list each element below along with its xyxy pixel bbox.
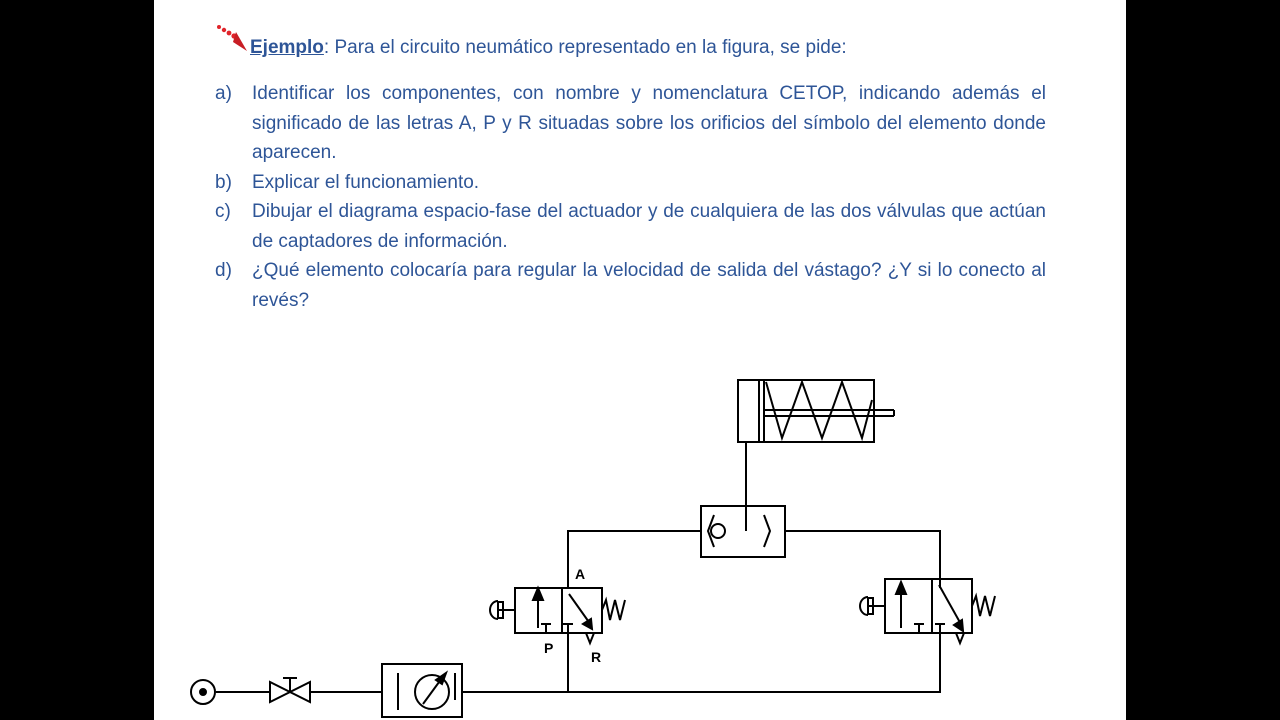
- maintenance-unit: [382, 664, 462, 717]
- air-supply-source: [191, 680, 215, 704]
- port-a-label: A: [575, 566, 586, 582]
- pneumatic-circuit-diagram: [154, 0, 1126, 720]
- item-label: c): [215, 201, 231, 222]
- item-text: ¿Qué elemento colocaría para regular la velocidad de salida del vástago? ¿Y si lo conecto al revés?: [252, 260, 1046, 311]
- shut-off-valve: [270, 678, 310, 702]
- item-text: Dibujar el diagrama espacio-fase del actuador y de cualquiera de las dos válvulas que actúan de captadores de información.: [252, 201, 1046, 252]
- port-r-label: R: [591, 649, 602, 665]
- air-lines: [216, 531, 940, 692]
- valve-3-2-left: [490, 588, 625, 643]
- spring-icon: [602, 600, 625, 620]
- port-p-label: P: [544, 640, 554, 656]
- item-label: d): [215, 260, 232, 281]
- spring-icon: [972, 596, 995, 616]
- item-text: Identificar los componentes, con nombre y nomenclatura CETOP, indicando además el significado de las letras A, P y R situadas sobre los orificios del símbolo del elemento donde aparecen.: [252, 83, 1046, 163]
- heading-keyword: Ejemplo: [250, 37, 324, 58]
- heading-text: : Para el circuito neumático representado en la figura, se pide:: [323, 37, 847, 58]
- item-label: a): [215, 83, 232, 104]
- slide: [154, 0, 1126, 720]
- item-text: Explicar el funcionamiento.: [252, 171, 480, 193]
- shuttle-valve: [701, 442, 785, 557]
- item-label: b): [215, 171, 232, 193]
- valve-3-2-right: [860, 579, 995, 643]
- single-acting-cylinder: [738, 380, 894, 442]
